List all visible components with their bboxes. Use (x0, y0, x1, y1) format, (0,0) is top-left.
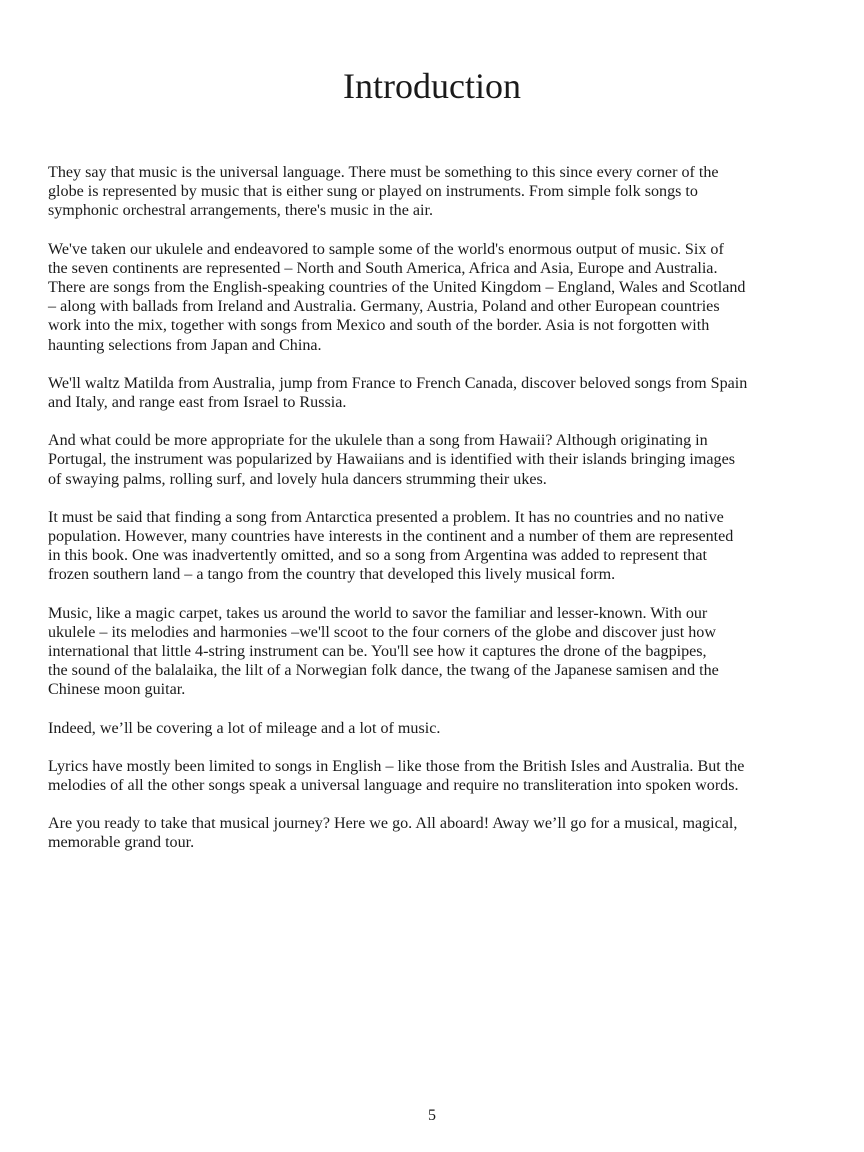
paragraph-line: the seven continents are represented – North and South America, Africa and Asia, Europe and Australia. (48, 259, 718, 277)
paragraph-line: Chinese moon guitar. (48, 681, 186, 699)
paragraph (48, 240, 820, 355)
paragraph (48, 508, 820, 585)
paragraph-line: memorable grand tour. (48, 834, 195, 852)
paragraph (48, 163, 820, 221)
paragraph-line: the sound of the balalaika, the lilt of a Norwegian folk dance, the twang of the Japanese samisen and the (48, 662, 719, 680)
paragraph (48, 374, 820, 412)
page-title: Introduction (343, 66, 521, 106)
paragraph-line: It must be said that finding a song from Antarctica presented a problem. It has no countries and no native (48, 508, 724, 526)
paragraph-line: Music, like a magic carpet, takes us around the world to savor the familiar and lesser-known. With our (48, 604, 708, 622)
paragraph-line: Portugal, the instrument was popularized by Hawaiians and is identified with their islands bringing images (48, 451, 735, 469)
paragraph-line: We'll waltz Matilda from Australia, jump from France to French Canada, discover beloved songs from Spain (48, 374, 748, 392)
paragraph-line: and Italy, and range east from Israel to Russia. (48, 394, 347, 412)
paragraph-line: melodies of all the other songs speak a universal language and require no transliteration into spoken words. (48, 777, 739, 795)
paragraph-line: Indeed, we’ll be covering a lot of mileage and a lot of music. (48, 719, 441, 737)
paragraph-line: work into the mix, together with songs from Mexico and south of the border. Asia is not forgotten with (48, 317, 710, 335)
paragraph-line: in this book. One was inadvertently omitted, and so a song from Argentina was added to represent that (48, 547, 707, 565)
paragraph-line: globe is represented by music that is either sung or played on instruments. From simple folk songs to (48, 183, 698, 201)
paragraph-line: There are songs from the English-speaking countries of the United Kingdom – England, Wales and Scotland (48, 279, 746, 297)
paragraph (48, 604, 820, 700)
paragraph (48, 757, 820, 795)
paragraph-line: We've taken our ukulele and endeavored to sample some of the world's enormous output of music. Six of (48, 240, 724, 258)
paragraph-line: population. However, many countries have interests in the continent and a number of them are represented (48, 528, 734, 546)
paragraph (48, 814, 820, 852)
paragraph (48, 431, 820, 489)
paragraph-line: ukulele – its melodies and harmonies –we'll scoot to the four corners of the globe and discover just how (48, 623, 716, 641)
page-number: 5 (428, 1107, 436, 1124)
paragraph-line: frozen southern land – a tango from the country that developed this lively musical form. (48, 566, 616, 584)
paragraph-line: haunting selections from Japan and China. (48, 336, 322, 354)
paragraph-line: They say that music is the universal language. There must be something to this since every corner of the (48, 164, 719, 181)
paragraph-line: symphonic orchestral arrangements, there's music in the air. (48, 202, 434, 220)
paragraph-line: international that little 4-string instrument can be. You'll see how it captures the drone of the bagpipes, (48, 643, 707, 661)
paragraph (48, 719, 820, 738)
paragraph-line: Are you ready to take that musical journey? Here we go. All aboard! Away we’ll go for a musical, magical, (48, 815, 738, 833)
paragraph-line: – along with ballads from Ireland and Australia. Germany, Austria, Poland and other European countries (48, 298, 720, 316)
body-text (48, 163, 820, 872)
paragraph-line: And what could be more appropriate for the ukulele than a song from Hawaii? Although originating in (48, 432, 708, 450)
paragraph-line: of swaying palms, rolling surf, and lovely hula dancers strumming their ukes. (48, 470, 547, 488)
paragraph-line: Lyrics have mostly been limited to songs in English – like those from the British Isles and Australia. But the (48, 757, 745, 775)
